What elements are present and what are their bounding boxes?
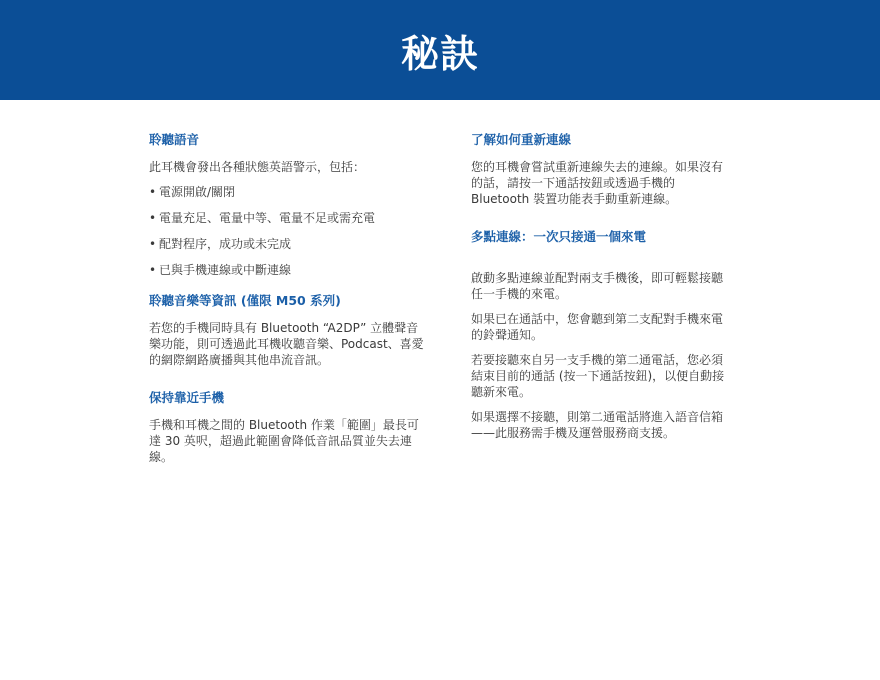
section-listen-voice [149,131,429,278]
section-stay-close [149,389,429,465]
title-banner [0,0,880,100]
left-column [149,131,429,474]
section-reconnect [471,131,727,207]
list-item: • 電源開啟/關閉 [149,184,429,200]
section-listen-music [149,292,429,368]
list-item: • 已與手機連線或中斷連線 [149,262,429,278]
section-heading: 聆聽語音 [149,132,200,147]
section-paragraph: 如果已在通話中，您會聽到第二支配對手機來電的鈴聲通知。 [471,312,724,342]
section-paragraph: 如果選擇不接聽，則第二通電話將進入語音信箱——此服務需手機及運營服務商支援。 [471,410,724,440]
section-multipoint [471,228,727,441]
section-heading: 了解如何重新連線 [471,132,572,147]
status-alert-list [149,184,429,278]
section-heading: 多點連線：一次只接通一個來電 [471,229,647,244]
section-intro: 此耳機會發出各種狀態英語警示，包括： [149,160,366,174]
page-title: 秘訣 [400,31,479,76]
list-item: • 配對程序，成功或未完成 [149,236,429,252]
section-paragraph: 啟動多點連線並配對兩支手機後，即可輕鬆接聽任一手機的來電。 [471,271,724,301]
section-paragraph: 若要接聽來自另一支手機的第二通電話，您必須結束目前的通話 (按一下通話按鈕)，以便自動接聽新來電。 [471,353,725,399]
section-body: 手機和耳機之間的 Bluetooth 作業「範圍」最長可達 30 英呎，超過此範圍會降低音訊品質並失去連線。 [149,418,419,464]
section-body: 您的耳機會嘗試重新連線失去的連線。如果沒有的話，請按一下通話按鈕或透過手機的 Bluetooth 裝置功能表手動重新連線。 [471,160,724,206]
right-column [471,131,727,450]
list-item: • 電量充足、電量中等、電量不足或需充電 [149,210,429,226]
section-heading: 聆聽音樂等資訊 (僅限 M50 系列) [149,293,341,308]
section-body: 若您的手機同時具有 Bluetooth “A2DP” 立體聲音樂功能，則可透過此耳機收聽音樂、Podcast、喜愛的網際網路廣播與其他串流音訊。 [149,321,424,367]
section-heading: 保持靠近手機 [149,390,225,405]
